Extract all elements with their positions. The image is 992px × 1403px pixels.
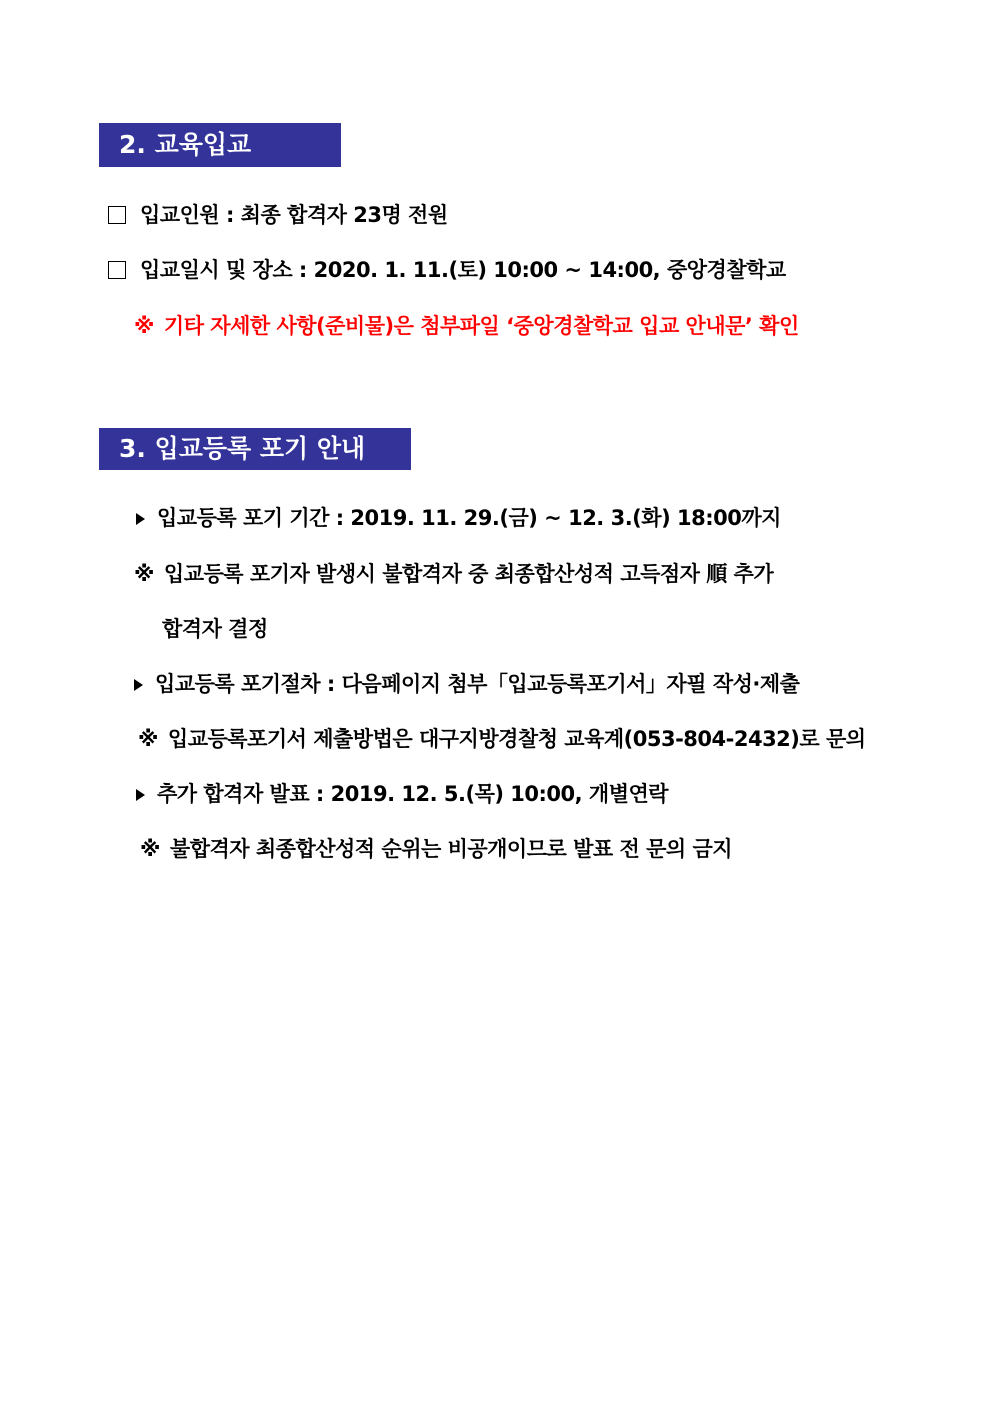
triangle-bullet-icon	[136, 513, 145, 525]
section-2-header	[99, 123, 341, 167]
section-2-note-text: 기타 자세한 사항(준비물)은 첨부파일 ‘중앙경찰학교 입교 안내문’ 확인	[163, 314, 799, 338]
additional-announcement	[136, 779, 668, 809]
withdrawal-procedure	[134, 669, 799, 699]
triangle-bullet-icon	[136, 789, 145, 801]
section-3-note-1	[134, 559, 773, 589]
withdrawal-period-text: 입교등록 포기 기간 : 2019. 11. 29.(금) ~ 12. 3.(화) 18:00까지	[157, 506, 781, 530]
note-1-line-2: 합격자 결정	[162, 617, 268, 641]
section-3-header	[99, 428, 411, 470]
section-3-note-2	[138, 724, 866, 754]
section-2-title: 2. 교육입교	[119, 130, 252, 159]
reference-mark-icon: ※	[134, 314, 154, 338]
withdrawal-procedure-text: 입교등록 포기절차 : 다음페이지 첨부「입교등록포기서」자필 작성·제출	[155, 672, 800, 696]
reference-mark-icon: ※	[140, 837, 160, 861]
admission-count	[108, 200, 448, 230]
admission-datetime-text: 입교일시 및 장소 : 2020. 1. 11.(토) 10:00 ~ 14:00, 중앙경찰학교	[140, 258, 786, 282]
triangle-bullet-icon	[134, 679, 143, 691]
section-3-title: 3. 입교등록 포기 안내	[119, 434, 366, 463]
withdrawal-period	[136, 503, 781, 533]
reference-mark-icon: ※	[134, 562, 154, 586]
section-3-note-3	[140, 834, 732, 864]
checkbox-bullet-icon	[108, 206, 126, 224]
checkbox-bullet-icon	[108, 261, 126, 279]
note-1-line-1: 입교등록 포기자 발생시 불합격자 중 최종합산성적 고득점자 順 추가	[163, 562, 774, 586]
admission-datetime	[108, 255, 786, 285]
announcement-text: 추가 합격자 발표 : 2019. 12. 5.(목) 10:00, 개별연락	[157, 782, 669, 806]
note-3-text: 불합격자 최종합산성적 순위는 비공개이므로 발표 전 문의 금지	[169, 837, 733, 861]
note-2-text: 입교등록포기서 제출방법은 대구지방경찰청 교육계(053-804-2432)로 문의	[167, 727, 866, 751]
reference-mark-icon: ※	[138, 727, 158, 751]
section-3-note-1-cont	[162, 614, 268, 644]
admission-count-text: 입교인원 : 최종 합격자 23명 전원	[140, 203, 448, 227]
section-2-note	[134, 311, 799, 341]
